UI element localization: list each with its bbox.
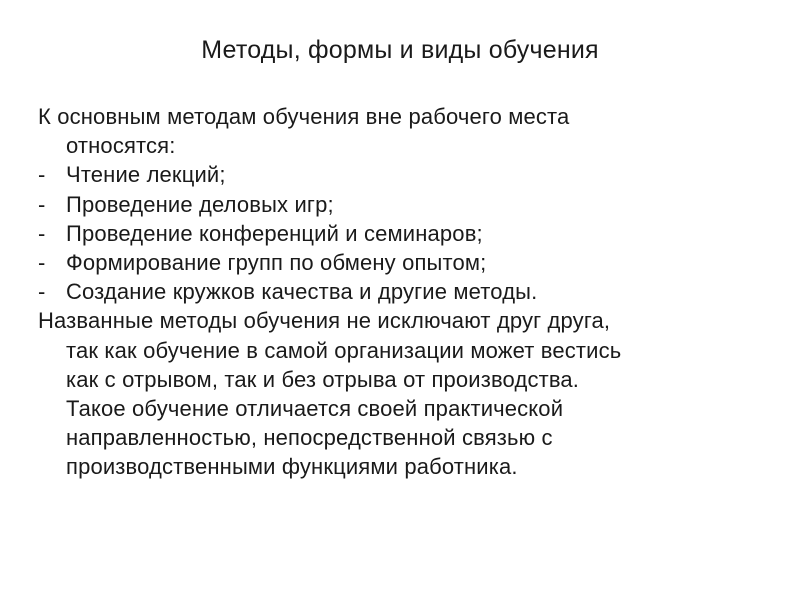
slide-body	[38, 102, 778, 482]
closing-line-4: Такое обучение отличается своей практической	[66, 396, 564, 422]
list-item-text: Формирование групп по обмену опытом;	[66, 250, 487, 276]
closing-paragraph	[38, 306, 778, 481]
list-item-text: Проведение деловых игр;	[66, 191, 334, 217]
list-item-text: Создание кружков качества и другие методы.	[66, 279, 538, 305]
intro-line-1: К основным методам обучения вне рабочего места	[38, 104, 570, 129]
list-dash: -	[38, 191, 46, 217]
list-item	[38, 277, 778, 306]
list-item	[38, 248, 778, 277]
intro-paragraph	[38, 102, 778, 160]
list-dash: -	[38, 220, 46, 246]
list-item	[38, 190, 778, 219]
methods-list	[38, 160, 778, 306]
closing-line-2: так как обучение в самой организации может вестись	[66, 337, 622, 363]
closing-line-5: направленностью, непосредственной связью с	[66, 425, 553, 451]
list-dash: -	[38, 162, 46, 188]
list-item	[38, 219, 778, 248]
closing-line-1: Названные методы обучения не исключают друг друга,	[38, 308, 611, 334]
intro-line-2: относятся:	[66, 133, 176, 159]
slide-title: Методы, формы и виды обучения	[201, 36, 599, 64]
list-dash: -	[38, 279, 46, 305]
list-item-text: Чтение лекций;	[66, 162, 226, 188]
closing-line-6: производственными функциями работника.	[66, 454, 518, 480]
closing-line-3: как с отрывом, так и без отрыва от производства.	[66, 366, 580, 392]
list-item-text: Проведение конференций и семинаров;	[66, 220, 483, 246]
list-item	[38, 160, 778, 189]
list-dash: -	[38, 250, 46, 276]
